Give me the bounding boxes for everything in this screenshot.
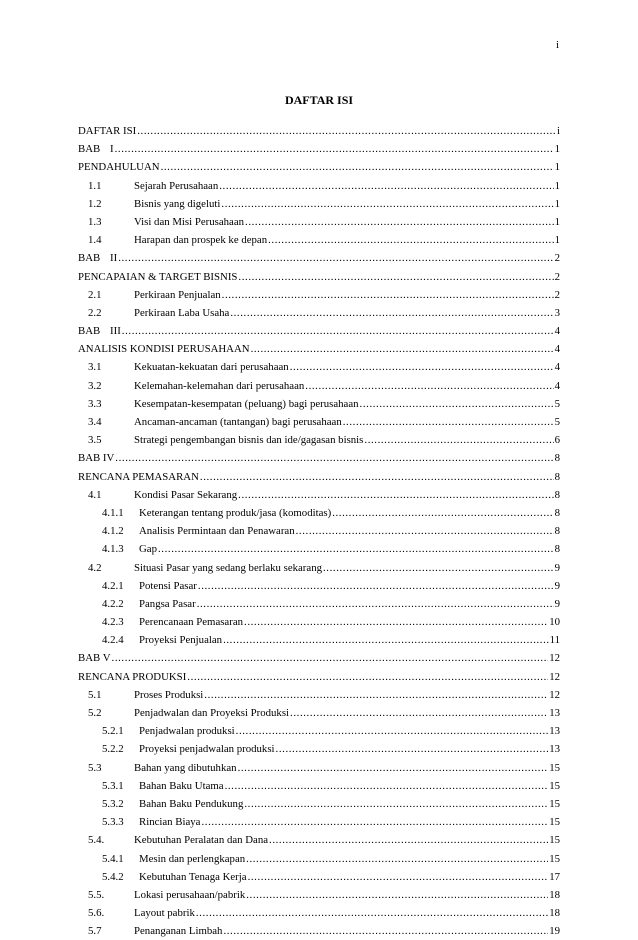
toc-entry[interactable] [78, 213, 560, 231]
toc-entry-page: 12 [549, 670, 560, 683]
toc-entry-label: RENCANA PEMASARAN [78, 470, 199, 483]
toc-entry[interactable] [78, 577, 560, 595]
toc-entry-number: 3.5 [88, 434, 102, 447]
dot-leader [290, 704, 548, 722]
toc-entry[interactable] [78, 195, 560, 213]
toc-entry-number: 3.1 [88, 361, 102, 374]
toc-entry-page: 18 [549, 888, 560, 901]
toc-entry-number: 4.1 [88, 488, 102, 501]
dot-leader [200, 468, 554, 486]
toc-entry-label: PENCAPAIAN & TARGET BISNIS [78, 270, 238, 283]
toc-entry-page: 4 [554, 361, 560, 374]
toc-entry-number: 4.2.2 [102, 597, 124, 610]
toc-entry[interactable] [78, 740, 560, 758]
toc-entry-label: Gap [139, 543, 157, 556]
toc-entry-label: Keterangan tentang produk/jasa (komoditas) [139, 506, 332, 519]
toc-entry[interactable] [78, 431, 560, 449]
dot-leader [197, 595, 554, 613]
dot-leader [187, 668, 548, 686]
dot-leader [245, 213, 554, 231]
toc-entry[interactable] [78, 504, 560, 522]
toc-entry-number: 3.4 [88, 416, 102, 428]
dot-leader [112, 649, 549, 667]
toc-entry[interactable] [78, 704, 560, 722]
toc-entry[interactable] [78, 686, 560, 704]
toc-entry-page: 4 [554, 379, 560, 392]
dot-leader [343, 413, 554, 431]
toc-entry[interactable] [78, 613, 560, 631]
toc-entry-label: Penanganan Limbah [134, 925, 223, 938]
toc-entry-page: 1 [554, 161, 560, 174]
toc-entry-number: BAB [78, 143, 101, 156]
dot-leader [246, 886, 548, 904]
toc-entry-label: Analisis Permintaan dan Penawaran [139, 525, 295, 538]
toc-entry[interactable] [78, 468, 560, 486]
toc-entry-label: II [110, 252, 118, 265]
toc-entry[interactable] [78, 304, 560, 322]
toc-entry-number: 5.3.1 [102, 779, 124, 792]
dot-leader [238, 268, 553, 286]
toc-entry-page: 8 [554, 543, 560, 556]
toc-entry[interactable] [78, 850, 560, 868]
toc-entry-label: Kebutuhan Tenaga Kerja [139, 870, 247, 883]
dot-leader [276, 740, 549, 758]
toc-entry[interactable] [78, 158, 560, 176]
dot-leader [251, 340, 554, 358]
toc-entry-number: 4.2 [88, 561, 102, 574]
toc-entry-number: 5.2 [88, 707, 102, 719]
toc-entry-number: 3.3 [88, 397, 102, 410]
toc-entry[interactable] [78, 649, 560, 667]
toc-entry-page: 13 [549, 725, 560, 738]
toc-entry-number: 5.3.3 [102, 816, 124, 829]
toc-entry-page: 6 [554, 434, 560, 447]
dot-leader [219, 177, 553, 195]
toc-entry-page: 12 [549, 652, 560, 665]
toc-entry-number: BAB [78, 325, 101, 338]
toc-entry-page: 5 [554, 397, 560, 410]
toc-entry-number: 4.2.4 [102, 634, 124, 647]
toc-entry-number: 4.2.3 [102, 616, 124, 629]
toc-entry-label: BAB V [78, 652, 111, 665]
toc-entry-number: 5.5. [88, 888, 105, 901]
toc-entry-number: 2.1 [88, 288, 102, 301]
toc-entry-number: 5.7 [88, 925, 102, 938]
toc-entry-number: 1.2 [88, 197, 102, 210]
toc-entry[interactable] [78, 249, 560, 267]
dot-leader [115, 140, 554, 158]
dot-leader [360, 395, 554, 413]
toc-entry-page: 15 [549, 761, 560, 774]
page-number: i [555, 39, 559, 51]
toc-entry-number: 4.1.3 [102, 543, 124, 556]
toc-entry-number: 5.4.2 [102, 870, 124, 883]
toc-entry-label: Kesempatan-kesempatan (peluang) bagi perusahaan [134, 397, 359, 410]
toc-entry[interactable] [78, 722, 560, 740]
toc-entry-label: Perencanaan Pemasaran [139, 616, 244, 629]
toc-entry[interactable] [78, 595, 560, 613]
toc-entry[interactable] [78, 922, 560, 940]
toc-entry-label: Perkiraan Penjualan [134, 288, 221, 301]
toc-entry-number: 5.6. [88, 907, 105, 920]
dot-leader [244, 795, 548, 813]
toc-entry-page: 8 [554, 506, 560, 519]
toc-entry[interactable] [78, 631, 560, 649]
toc-entry[interactable] [78, 540, 560, 558]
toc-entry[interactable] [78, 886, 560, 904]
toc-entry-label: I [110, 143, 114, 156]
toc-entry[interactable] [78, 268, 560, 286]
toc-entry[interactable] [78, 486, 560, 504]
toc-entry-label: Mesin dan perlengkapan [139, 852, 246, 865]
toc-entry-label: Ancaman-ancaman (tantangan) bagi perusahaan [134, 416, 342, 428]
dot-leader [305, 377, 553, 395]
toc-entry-number: 5.1 [88, 688, 102, 701]
toc-entry-page: 15 [549, 834, 560, 847]
toc-entry[interactable] [78, 795, 560, 813]
dot-leader [268, 231, 553, 249]
table-of-contents [78, 122, 560, 940]
toc-entry-label: Sejarah Perusahaan [134, 179, 219, 192]
toc-entry-page: 5 [554, 416, 560, 428]
toc-entry-page: 17 [549, 870, 560, 883]
toc-entry-page: 3 [554, 306, 560, 319]
toc-entry-label: Layout pabrik [134, 907, 195, 920]
toc-entry-number: 5.3.2 [102, 797, 124, 810]
toc-entry-label: Bisnis yang digeluti [134, 197, 221, 210]
dot-leader [201, 813, 548, 831]
toc-entry[interactable] [78, 340, 560, 358]
toc-entry-label: Strategi pengembangan bisnis dan ide/gagasan bisnis [134, 434, 364, 447]
dot-leader [225, 777, 549, 795]
toc-entry-label: III [110, 325, 121, 338]
toc-entry-number: 4.1.2 [102, 525, 124, 538]
toc-entry-page: 2 [554, 252, 560, 265]
toc-entry-label: Situasi Pasar yang sedang berlaku sekarang [134, 561, 322, 574]
dot-leader [238, 759, 549, 777]
toc-entry[interactable] [78, 904, 560, 922]
dot-leader [196, 904, 548, 922]
toc-entry-number: 1.3 [88, 215, 102, 228]
toc-entry-page: 4 [554, 343, 560, 356]
toc-entry-number: 2.2 [88, 306, 102, 319]
toc-entry-label: Bahan Baku Pendukung [139, 797, 244, 810]
dot-leader [323, 559, 554, 577]
toc-entry[interactable] [78, 122, 560, 140]
toc-entry-page: 12 [549, 688, 560, 701]
toc-entry-number: BAB [78, 252, 101, 265]
dot-leader [223, 922, 548, 940]
dot-leader [244, 613, 548, 631]
dot-leader [223, 631, 549, 649]
dot-leader [290, 358, 554, 376]
toc-entry[interactable] [78, 413, 560, 431]
toc-entry[interactable] [78, 177, 560, 195]
toc-entry-label: Kelemahan-kelemahan dari perusahaan [134, 379, 305, 392]
toc-entry-label: Pangsa Pasar [139, 597, 196, 610]
toc-entry-page: 2 [554, 270, 560, 283]
toc-entry-label: Proses Produksi [134, 688, 204, 701]
toc-entry-page: i [557, 125, 560, 137]
toc-entry-number: 5.4. [88, 834, 105, 847]
toc-entry-page: 8 [554, 525, 560, 538]
toc-entry-label: Potensi Pasar [139, 579, 197, 592]
dot-leader [204, 686, 548, 704]
toc-entry-page: 13 [549, 743, 560, 756]
toc-entry-page: 2 [554, 288, 560, 301]
dot-leader [158, 540, 554, 558]
toc-entry-number: 1.4 [88, 234, 102, 247]
toc-entry-label: BAB IV [78, 452, 115, 465]
toc-entry[interactable] [78, 231, 560, 249]
toc-entry[interactable] [78, 559, 560, 577]
toc-entry-number: 5.4.1 [102, 852, 124, 865]
dot-leader [122, 322, 554, 340]
toc-entry-page: 15 [549, 852, 560, 865]
toc-entry[interactable] [78, 668, 560, 686]
toc-entry-number: 5.3 [88, 761, 102, 774]
dot-leader [296, 522, 554, 540]
toc-entry-label: Kekuatan-kekuatan dari perusahaan [134, 361, 289, 374]
toc-entry-page: 19 [549, 925, 560, 938]
dot-leader [118, 249, 553, 267]
dot-leader [246, 850, 548, 868]
toc-entry-page: 4 [554, 325, 560, 338]
dot-leader [269, 831, 548, 849]
dot-leader [236, 722, 549, 740]
toc-entry[interactable] [78, 449, 560, 467]
toc-entry[interactable] [78, 868, 560, 886]
toc-entry[interactable] [78, 395, 560, 413]
toc-entry-number: 4.2.1 [102, 579, 124, 592]
toc-entry-page: 8 [554, 488, 560, 501]
toc-entry[interactable] [78, 358, 560, 376]
toc-entry[interactable] [78, 813, 560, 831]
toc-entry[interactable] [78, 322, 560, 340]
dot-leader [238, 486, 553, 504]
toc-entry-label: ANALISIS KONDISI PERUSAHAAN [78, 343, 250, 356]
toc-entry-page: 15 [549, 797, 560, 810]
toc-entry[interactable] [78, 777, 560, 795]
toc-entry[interactable] [78, 286, 560, 304]
toc-entry[interactable] [78, 759, 560, 777]
toc-entry-number: 5.2.1 [102, 725, 124, 738]
toc-entry-number: 1.1 [88, 179, 102, 192]
toc-entry-page: 9 [554, 579, 560, 592]
toc-entry[interactable] [78, 522, 560, 540]
toc-entry-page: 8 [554, 452, 560, 465]
toc-entry-number: 4.1.1 [102, 506, 124, 519]
dot-leader [230, 304, 553, 322]
toc-entry-label: Penjadwalan dan Proyeksi Produksi [134, 707, 290, 719]
toc-entry-label: Rincian Biaya [139, 816, 201, 829]
toc-entry-label: Proyeksi Penjualan [139, 634, 223, 647]
dot-leader [161, 158, 554, 176]
toc-entry-page: 8 [554, 470, 560, 483]
toc-entry-label: Visi dan Misi Perusahaan [134, 215, 245, 228]
toc-entry-label: Lokasi perusahaan/pabrik [134, 888, 246, 901]
toc-entry-number: 5.2.2 [102, 743, 124, 756]
toc-entry-page: 1 [554, 215, 560, 228]
toc-entry-page: 15 [549, 816, 560, 829]
toc-entry-label: Bahan Baku Utama [139, 779, 224, 792]
toc-entry-label: PENDAHULUAN [78, 161, 160, 174]
dot-leader [222, 286, 554, 304]
dot-leader [332, 504, 553, 522]
page-title: DAFTAR ISI [284, 93, 354, 107]
toc-entry-label: Proyeksi penjadwalan produksi [139, 743, 275, 756]
dot-leader [248, 868, 549, 886]
toc-entry-page: 1 [554, 234, 560, 247]
toc-entry-page: 1 [554, 179, 560, 192]
toc-entry-page: 11 [549, 634, 560, 647]
toc-entry-page: 10 [549, 616, 560, 629]
dot-leader [364, 431, 553, 449]
toc-entry-page: 9 [554, 561, 560, 574]
dot-leader [221, 195, 553, 213]
dot-leader [115, 449, 553, 467]
toc-entry-number: 3.2 [88, 379, 102, 392]
toc-entry-label: Perkiraan Laba Usaha [134, 306, 230, 319]
toc-entry-page: 13 [549, 707, 560, 719]
toc-entry-label: Kebutuhan Peralatan dan Dana [134, 834, 269, 847]
toc-entry-label: RENCANA PRODUKSI [78, 670, 187, 683]
toc-entry[interactable] [78, 140, 560, 158]
toc-entry-label: Harapan dan prospek ke depan [134, 234, 268, 247]
toc-entry-page: 18 [549, 907, 560, 920]
toc-entry-page: 9 [554, 597, 560, 610]
dot-leader [198, 577, 554, 595]
toc-entry-label: Kondisi Pasar Sekarang [134, 488, 238, 501]
toc-entry[interactable] [78, 377, 560, 395]
toc-entry[interactable] [78, 831, 560, 849]
dot-leader [137, 122, 556, 140]
toc-entry-page: 1 [554, 143, 560, 156]
toc-entry-label: DAFTAR ISI [78, 125, 137, 137]
toc-entry-page: 15 [549, 779, 560, 792]
toc-entry-label: Penjadwalan produksi [139, 725, 235, 738]
toc-entry-label: Bahan yang dibutuhkan [134, 761, 237, 774]
toc-entry-page: 1 [554, 197, 560, 210]
